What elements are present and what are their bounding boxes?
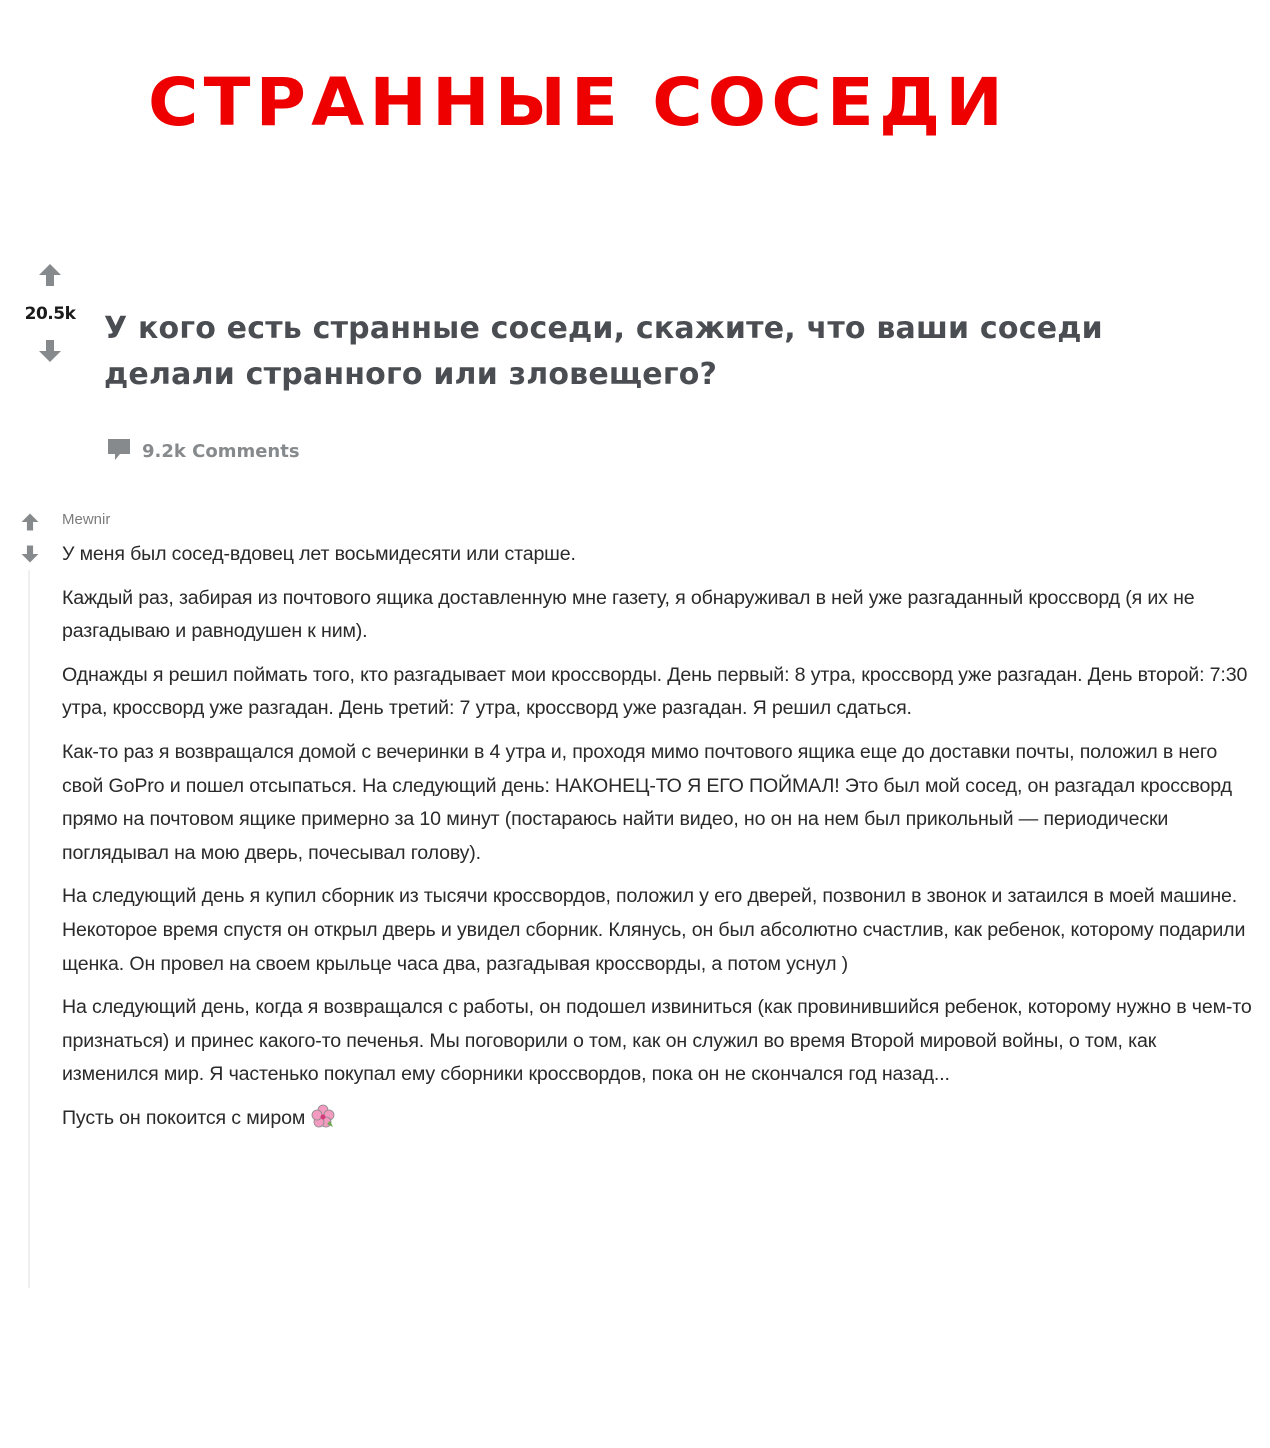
hibiscus-flower-icon [311, 1104, 335, 1140]
comment-paragraph: Однажды я решил поймать того, кто разгадывает мои кроссворды. День первый: 8 утра, кроссворд уже разгадан. День второй: 7:30 утра, кроссворд уже разгадан. День третий: 7 утра, кроссворд уже разгадан. Я решил сдаться. [62, 663, 1248, 720]
post-score: 20.5k [24, 304, 76, 324]
comments-button[interactable] [106, 436, 300, 467]
comment-bubble-icon [106, 436, 132, 467]
comment-vote-controls [18, 512, 42, 576]
comment-paragraph: Каждый раз, забирая из почтового ящика доставленную мне газету, я обнаруживал в ней уже разгаданный кроссворд (я их не разгадываю и равнодушен к ним). [62, 586, 1195, 643]
comment-paragraph: У меня был сосед-вдовец лет восьмидесяти или старше. [62, 543, 576, 565]
arrow-up-icon[interactable] [18, 512, 42, 532]
arrow-down-icon[interactable] [18, 544, 42, 564]
arrow-up-icon[interactable] [14, 262, 86, 288]
post-vote-controls [14, 262, 86, 364]
comment-paragraph: На следующий день, когда я возвращался с работы, он подошел извиниться (как провинившийся ребенок, которому нужно в чем-то признаться) и принес какого-то печенья. Мы поговорили о том, как он служил во время Второй мировой войны, о том, как изменился мир. Я частенько покупал ему сборники кроссвордов, пока он не скончался год назад... [62, 996, 1252, 1086]
comment-last-text: Пусть он покоится с миром [62, 1106, 306, 1129]
comment-paragraph: На следующий день я купил сборник из тысячи кроссвордов, положил у его дверей, позвонил в звонок и затаился в моей машине. Некоторое время спустя он открыл дверь и увидел сборник. Клянусь, он был абсолютно счастлив, как ребенок, которому подарили щенка. Он провел на своем крыльце часа два, разгадывая кроссворды, а потом уснул ) [62, 885, 1246, 975]
post-title[interactable]: У кого есть странные соседи, скажите, что ваши соседи делали странного или зловещего? [104, 311, 1103, 392]
comment-last-line [62, 1102, 1252, 1140]
thread-line[interactable] [28, 570, 30, 1288]
comment-body [62, 538, 1252, 1150]
arrow-down-icon[interactable] [14, 338, 86, 364]
comment-paragraph: Как-то раз я возвращался домой с вечеринки в 4 утра и, проходя мимо почтового ящика еще до доставки почты, положил в него свой GoPro и пошел отсыпаться. На следующий день: НАКОНЕЦ-ТО Я ЕГО ПОЙМАЛ! Это был мой сосед, он разгадал кроссворд прямо на почтовом ящике примерно за 10 минут (постараюсь найти видео, но он на нем был прикольный — периодически поглядывал на мою дверь, почесывал голову). [62, 740, 1232, 864]
banner-title: СТРАННЫЕ СОСЕДИ [148, 64, 1008, 141]
comments-count: 9.2k Comments [142, 441, 300, 462]
comment-author[interactable]: Mewnir [62, 511, 111, 528]
